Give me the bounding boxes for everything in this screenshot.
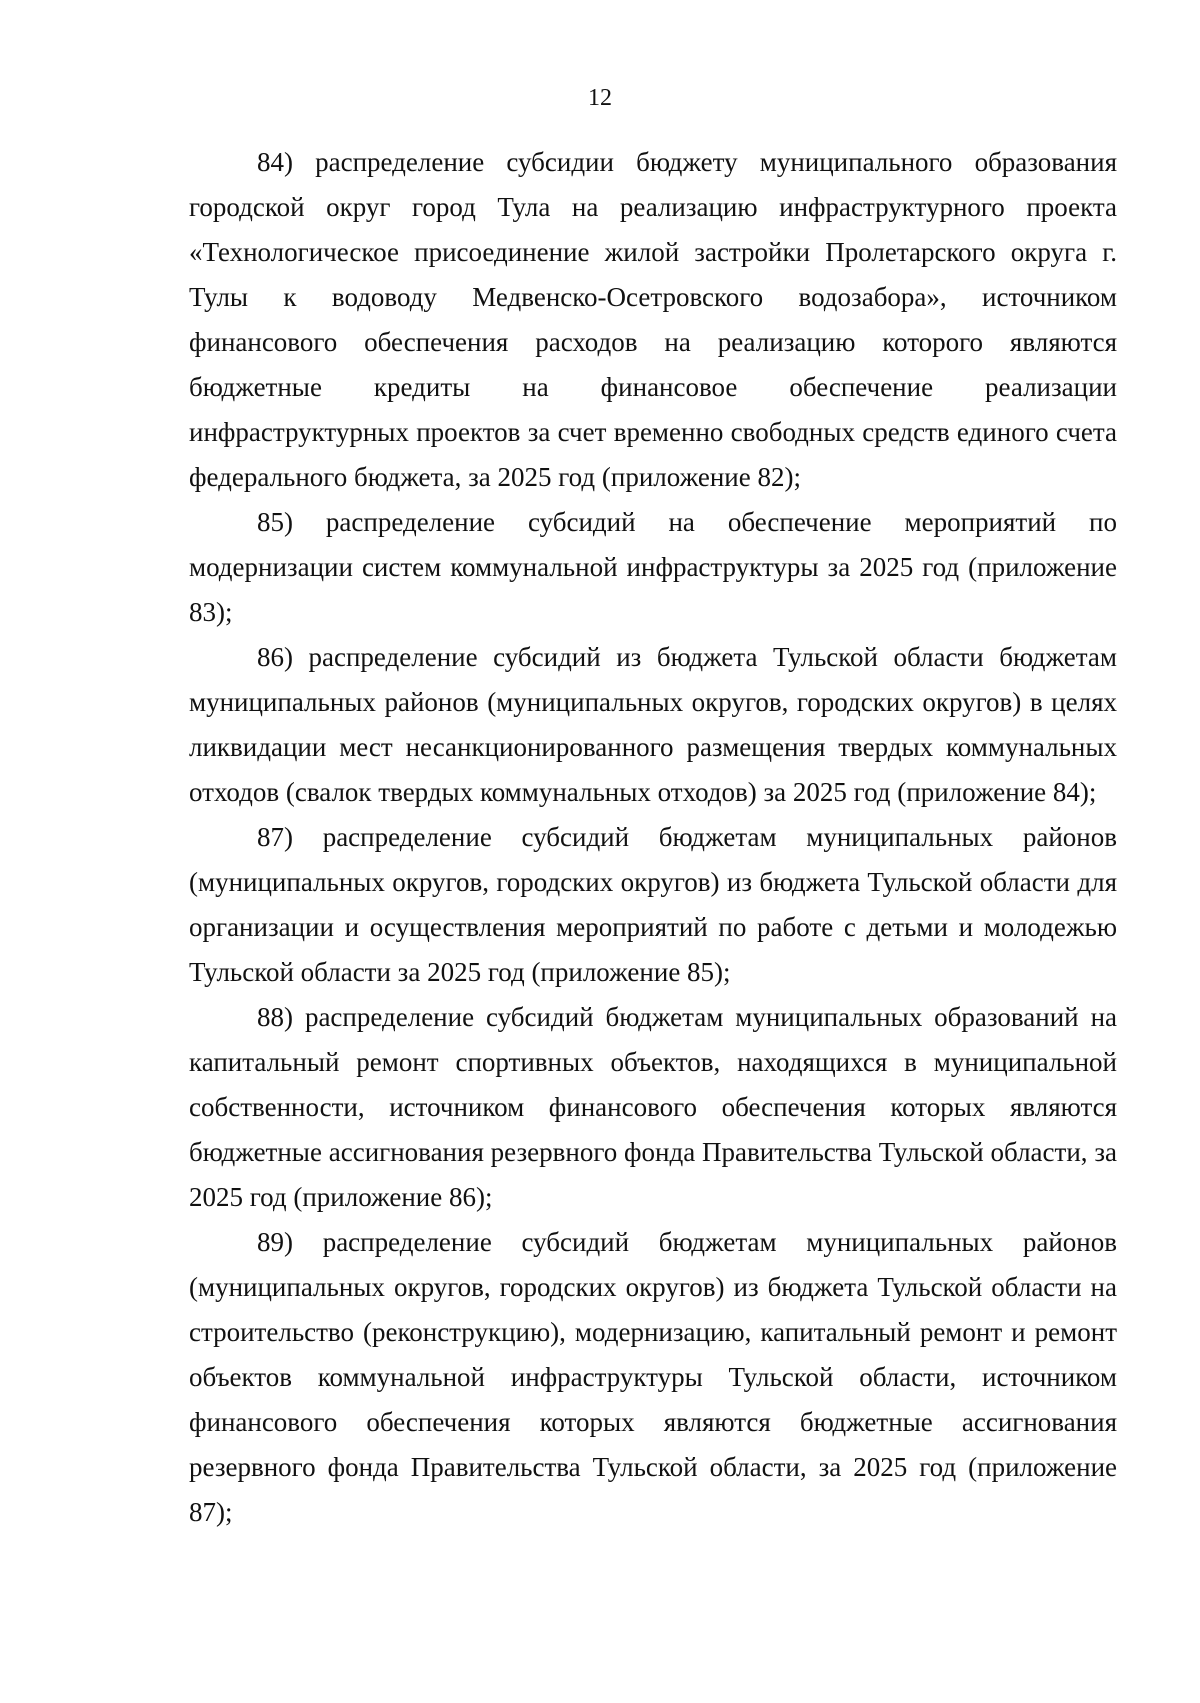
- clause-87: 87) распределение субсидий бюджетам муниципальных районов (муниципальных округов, городских округов) из бюджета Тульской области для организации и осуществления мероприятий по работе с детьми и молодежью Тульской области за 2025 год (приложение 85);: [189, 822, 1117, 987]
- clause-86: 86) распределение субсидий из бюджета Тульской области бюджетам муниципальных районов (муниципальных округов, городских округов) в целях ликвидации мест несанкционированного размещения твердых коммунальных отходов (свалок твердых коммунальных отходов) за 2025 год (приложение 84);: [189, 642, 1117, 807]
- clause-88: 88) распределение субсидий бюджетам муниципальных образований на капитальный ремонт спортивных объектов, находящихся в муниципальной собственности, источником финансового обеспечения которых являются бюджетные ассигнования резервного фонда Правительства Тульской области, за 2025 год (приложение 86);: [189, 1002, 1117, 1212]
- clause-84: 84) распределение субсидии бюджету муниципального образования городской округ город Тула на реализацию инфраструктурного проекта «Технологическое присоединение жилой застройки Пролетарского округа г. Тулы к водоводу Медвенско-Осетровского водозабора», источником финансового обеспечения расходов на реализацию которого являются бюджетные кредиты на финансовое обеспечение реализации инфраструктурных проектов за счет временно свободных средств единого счета федерального бюджета, за 2025 год (приложение 82);: [189, 147, 1117, 492]
- clause-85: 85) распределение субсидий на обеспечение мероприятий по модернизации систем коммунальной инфраструктуры за 2025 год (приложение 83);: [189, 507, 1117, 627]
- clause-89: 89) распределение субсидий бюджетам муниципальных районов (муниципальных округов, городских округов) из бюджета Тульской области на строительство (реконструкцию), модернизацию, капитальный ремонт и ремонт объектов коммунальной инфраструктуры Тульской области, источником финансового обеспечения которых являются бюджетные ассигнования резервного фонда Правительства Тульской области, за 2025 год (приложение 87);: [189, 1227, 1117, 1527]
- document-body: [189, 140, 1117, 1535]
- page-number: 12: [588, 85, 612, 111]
